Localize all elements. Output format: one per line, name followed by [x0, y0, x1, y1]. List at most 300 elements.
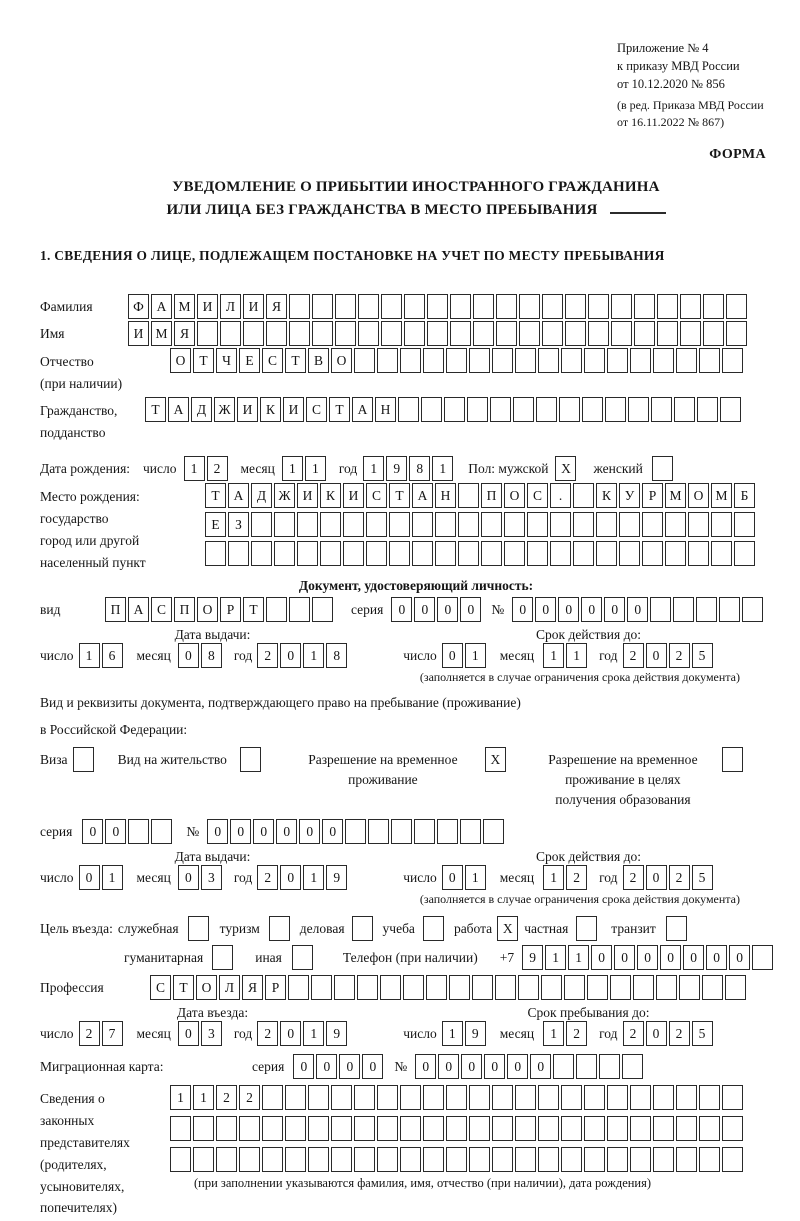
char-cell[interactable]: 1 [303, 643, 324, 668]
char-cell[interactable] [573, 512, 594, 537]
char-cell[interactable]: Т [193, 348, 214, 373]
char-cell[interactable]: Б [734, 483, 755, 508]
char-cell[interactable]: Л [219, 975, 240, 1000]
char-cell[interactable]: 0 [276, 819, 297, 844]
char-cell[interactable] [573, 541, 594, 566]
char-cell[interactable] [220, 321, 241, 346]
char-cell[interactable] [354, 1116, 375, 1141]
char-cell[interactable] [565, 294, 586, 319]
char-cell[interactable] [312, 294, 333, 319]
char-cell[interactable] [680, 321, 701, 346]
char-cell[interactable]: Т [145, 397, 166, 422]
char-cell[interactable]: 2 [216, 1085, 237, 1110]
char-cell[interactable] [285, 1147, 306, 1172]
char-cell[interactable] [650, 597, 671, 622]
char-cell[interactable]: Я [242, 975, 263, 1000]
char-cell[interactable]: У [619, 483, 640, 508]
char-cell[interactable] [538, 1116, 559, 1141]
char-cell[interactable] [611, 294, 632, 319]
char-cell[interactable] [444, 397, 465, 422]
char-cell[interactable] [400, 1147, 421, 1172]
char-cell[interactable] [490, 397, 511, 422]
char-cell[interactable] [421, 397, 442, 422]
char-cell[interactable] [680, 294, 701, 319]
char-cell[interactable] [427, 321, 448, 346]
char-cell[interactable]: 9 [465, 1021, 486, 1046]
char-cell[interactable] [331, 1116, 352, 1141]
char-cell[interactable] [151, 819, 172, 844]
char-cell[interactable]: С [527, 483, 548, 508]
char-cell[interactable]: 7 [102, 1021, 123, 1046]
char-cell[interactable]: О [688, 483, 709, 508]
char-cell[interactable]: 1 [184, 456, 205, 481]
char-cell[interactable] [584, 1085, 605, 1110]
char-cell[interactable]: П [105, 597, 126, 622]
char-cell[interactable]: 0 [660, 945, 681, 970]
char-cell[interactable]: 3 [201, 1021, 222, 1046]
char-cell[interactable]: 0 [178, 643, 199, 668]
char-cell[interactable]: Т [205, 483, 226, 508]
char-cell[interactable] [665, 541, 686, 566]
char-cell[interactable] [496, 294, 517, 319]
char-cell[interactable] [274, 541, 295, 566]
char-cell[interactable]: 0 [729, 945, 750, 970]
char-cell[interactable] [722, 747, 743, 772]
char-cell[interactable] [285, 1085, 306, 1110]
char-cell[interactable] [607, 1116, 628, 1141]
char-cell[interactable]: 0 [558, 597, 579, 622]
char-cell[interactable]: 1 [193, 1085, 214, 1110]
char-cell[interactable] [576, 1054, 597, 1079]
char-cell[interactable]: И [197, 294, 218, 319]
char-cell[interactable] [381, 294, 402, 319]
char-cell[interactable] [722, 1116, 743, 1141]
char-cell[interactable] [576, 916, 597, 941]
char-cell[interactable] [446, 1116, 467, 1141]
char-cell[interactable] [320, 541, 341, 566]
char-cell[interactable] [404, 321, 425, 346]
char-cell[interactable] [423, 916, 444, 941]
char-cell[interactable] [228, 541, 249, 566]
char-cell[interactable] [292, 945, 313, 970]
char-cell[interactable] [274, 512, 295, 537]
char-cell[interactable]: Д [251, 483, 272, 508]
char-cell[interactable] [584, 1147, 605, 1172]
char-cell[interactable] [358, 321, 379, 346]
char-cell[interactable] [676, 1085, 697, 1110]
char-cell[interactable]: 1 [465, 643, 486, 668]
char-cell[interactable] [197, 321, 218, 346]
char-cell[interactable] [380, 975, 401, 1000]
char-cell[interactable] [266, 597, 287, 622]
char-cell[interactable] [688, 541, 709, 566]
char-cell[interactable] [435, 541, 456, 566]
char-cell[interactable]: 2 [566, 1021, 587, 1046]
char-cell[interactable] [676, 348, 697, 373]
char-cell[interactable] [699, 348, 720, 373]
char-cell[interactable] [481, 541, 502, 566]
char-cell[interactable] [561, 1085, 582, 1110]
char-cell[interactable] [605, 397, 626, 422]
char-cell[interactable]: 1 [545, 945, 566, 970]
char-cell[interactable]: 2 [623, 1021, 644, 1046]
char-cell[interactable]: 1 [442, 1021, 463, 1046]
char-cell[interactable]: 2 [257, 1021, 278, 1046]
char-cell[interactable] [619, 541, 640, 566]
char-cell[interactable] [536, 397, 557, 422]
char-cell[interactable] [703, 321, 724, 346]
char-cell[interactable] [308, 1116, 329, 1141]
char-cell[interactable] [495, 975, 516, 1000]
char-cell[interactable] [377, 1085, 398, 1110]
char-cell[interactable] [357, 975, 378, 1000]
char-cell[interactable] [720, 397, 741, 422]
char-cell[interactable] [587, 975, 608, 1000]
char-cell[interactable] [538, 1147, 559, 1172]
char-cell[interactable] [584, 1116, 605, 1141]
char-cell[interactable]: 0 [683, 945, 704, 970]
char-cell[interactable]: 0 [293, 1054, 314, 1079]
char-cell[interactable] [381, 321, 402, 346]
char-cell[interactable]: Я [174, 321, 195, 346]
char-cell[interactable] [481, 512, 502, 537]
char-cell[interactable]: 0 [230, 819, 251, 844]
char-cell[interactable] [354, 1147, 375, 1172]
char-cell[interactable] [334, 975, 355, 1000]
char-cell[interactable]: Т [173, 975, 194, 1000]
char-cell[interactable] [561, 1116, 582, 1141]
char-cell[interactable] [354, 348, 375, 373]
char-cell[interactable]: 0 [706, 945, 727, 970]
char-cell[interactable]: 9 [326, 865, 347, 890]
char-cell[interactable] [742, 597, 763, 622]
char-cell[interactable]: 1 [303, 865, 324, 890]
char-cell[interactable]: 2 [239, 1085, 260, 1110]
char-cell[interactable]: А [412, 483, 433, 508]
char-cell[interactable]: 2 [79, 1021, 100, 1046]
char-cell[interactable] [423, 348, 444, 373]
char-cell[interactable] [335, 294, 356, 319]
char-cell[interactable]: 0 [484, 1054, 505, 1079]
char-cell[interactable] [504, 541, 525, 566]
char-cell[interactable] [377, 1116, 398, 1141]
char-cell[interactable] [288, 975, 309, 1000]
char-cell[interactable] [688, 512, 709, 537]
char-cell[interactable] [634, 294, 655, 319]
char-cell[interactable] [449, 975, 470, 1000]
char-cell[interactable] [469, 348, 490, 373]
char-cell[interactable] [492, 1116, 513, 1141]
char-cell[interactable] [331, 1147, 352, 1172]
char-cell[interactable] [653, 348, 674, 373]
char-cell[interactable]: 1 [282, 456, 303, 481]
char-cell[interactable]: М [174, 294, 195, 319]
char-cell[interactable]: 0 [460, 597, 481, 622]
char-cell[interactable]: 1 [303, 1021, 324, 1046]
char-cell[interactable]: . [550, 483, 571, 508]
char-cell[interactable]: М [711, 483, 732, 508]
char-cell[interactable]: О [331, 348, 352, 373]
char-cell[interactable] [212, 945, 233, 970]
char-cell[interactable] [398, 397, 419, 422]
char-cell[interactable] [657, 321, 678, 346]
char-cell[interactable] [426, 975, 447, 1000]
char-cell[interactable]: С [150, 975, 171, 1000]
char-cell[interactable]: 0 [79, 865, 100, 890]
char-cell[interactable]: 0 [437, 597, 458, 622]
char-cell[interactable]: С [262, 348, 283, 373]
char-cell[interactable] [389, 512, 410, 537]
char-cell[interactable] [262, 1085, 283, 1110]
char-cell[interactable] [343, 541, 364, 566]
char-cell[interactable] [240, 747, 261, 772]
title-blank-line[interactable] [610, 210, 666, 214]
char-cell[interactable]: 0 [646, 865, 667, 890]
char-cell[interactable]: 0 [253, 819, 274, 844]
char-cell[interactable] [657, 294, 678, 319]
char-cell[interactable]: 0 [442, 865, 463, 890]
char-cell[interactable] [412, 512, 433, 537]
char-cell[interactable] [289, 294, 310, 319]
char-cell[interactable] [331, 1085, 352, 1110]
char-cell[interactable]: С [366, 483, 387, 508]
char-cell[interactable] [653, 1147, 674, 1172]
char-cell[interactable]: 0 [604, 597, 625, 622]
char-cell[interactable] [699, 1147, 720, 1172]
char-cell[interactable] [665, 512, 686, 537]
char-cell[interactable]: К [260, 397, 281, 422]
char-cell[interactable] [251, 512, 272, 537]
char-cell[interactable]: А [128, 597, 149, 622]
char-cell[interactable] [377, 1147, 398, 1172]
char-cell[interactable]: 5 [692, 1021, 713, 1046]
char-cell[interactable]: 9 [522, 945, 543, 970]
char-cell[interactable] [423, 1147, 444, 1172]
char-cell[interactable] [565, 321, 586, 346]
char-cell[interactable] [403, 975, 424, 1000]
char-cell[interactable]: 1 [543, 643, 564, 668]
char-cell[interactable] [703, 294, 724, 319]
char-cell[interactable]: М [151, 321, 172, 346]
char-cell[interactable]: Д [191, 397, 212, 422]
char-cell[interactable]: 0 [207, 819, 228, 844]
char-cell[interactable] [458, 512, 479, 537]
char-cell[interactable] [541, 975, 562, 1000]
char-cell[interactable]: Т [389, 483, 410, 508]
char-cell[interactable] [492, 1147, 513, 1172]
char-cell[interactable]: 1 [170, 1085, 191, 1110]
char-cell[interactable]: 1 [305, 456, 326, 481]
char-cell[interactable] [450, 321, 471, 346]
char-cell[interactable] [550, 541, 571, 566]
char-cell[interactable] [320, 512, 341, 537]
char-cell[interactable]: З [228, 512, 249, 537]
char-cell[interactable]: X [555, 456, 576, 481]
char-cell[interactable]: 0 [178, 1021, 199, 1046]
char-cell[interactable]: 0 [105, 819, 126, 844]
char-cell[interactable] [642, 512, 663, 537]
char-cell[interactable] [469, 1147, 490, 1172]
char-cell[interactable] [289, 597, 310, 622]
char-cell[interactable] [564, 975, 585, 1000]
char-cell[interactable]: Н [435, 483, 456, 508]
char-cell[interactable] [699, 1116, 720, 1141]
char-cell[interactable]: О [170, 348, 191, 373]
char-cell[interactable]: 0 [461, 1054, 482, 1079]
char-cell[interactable] [666, 916, 687, 941]
char-cell[interactable] [630, 1085, 651, 1110]
char-cell[interactable] [269, 916, 290, 941]
char-cell[interactable] [205, 541, 226, 566]
char-cell[interactable]: 0 [322, 819, 343, 844]
char-cell[interactable] [239, 1147, 260, 1172]
char-cell[interactable]: 9 [326, 1021, 347, 1046]
char-cell[interactable] [633, 975, 654, 1000]
char-cell[interactable]: 1 [465, 865, 486, 890]
char-cell[interactable]: 0 [438, 1054, 459, 1079]
char-cell[interactable]: 0 [637, 945, 658, 970]
char-cell[interactable] [515, 1085, 536, 1110]
char-cell[interactable]: А [352, 397, 373, 422]
char-cell[interactable] [653, 1085, 674, 1110]
char-cell[interactable]: 1 [543, 865, 564, 890]
char-cell[interactable]: 0 [512, 597, 533, 622]
char-cell[interactable] [216, 1116, 237, 1141]
char-cell[interactable] [458, 541, 479, 566]
char-cell[interactable] [734, 541, 755, 566]
char-cell[interactable] [343, 512, 364, 537]
char-cell[interactable]: И [297, 483, 318, 508]
char-cell[interactable]: 2 [257, 643, 278, 668]
char-cell[interactable]: 0 [362, 1054, 383, 1079]
char-cell[interactable] [696, 597, 717, 622]
char-cell[interactable]: О [196, 975, 217, 1000]
char-cell[interactable]: Т [285, 348, 306, 373]
char-cell[interactable] [642, 541, 663, 566]
char-cell[interactable]: 0 [530, 1054, 551, 1079]
char-cell[interactable]: И [128, 321, 149, 346]
char-cell[interactable] [582, 397, 603, 422]
char-cell[interactable] [711, 512, 732, 537]
char-cell[interactable]: 2 [566, 865, 587, 890]
char-cell[interactable] [458, 483, 479, 508]
char-cell[interactable]: 0 [391, 597, 412, 622]
char-cell[interactable] [622, 1054, 643, 1079]
char-cell[interactable]: 1 [102, 865, 123, 890]
char-cell[interactable]: 1 [568, 945, 589, 970]
char-cell[interactable] [553, 1054, 574, 1079]
char-cell[interactable]: 2 [623, 643, 644, 668]
char-cell[interactable] [312, 321, 333, 346]
char-cell[interactable] [752, 945, 773, 970]
char-cell[interactable]: 6 [102, 643, 123, 668]
char-cell[interactable]: Р [642, 483, 663, 508]
char-cell[interactable]: 1 [79, 643, 100, 668]
char-cell[interactable] [607, 1085, 628, 1110]
char-cell[interactable] [460, 819, 481, 844]
char-cell[interactable] [630, 1116, 651, 1141]
char-cell[interactable]: Т [243, 597, 264, 622]
char-cell[interactable] [170, 1147, 191, 1172]
char-cell[interactable] [266, 321, 287, 346]
char-cell[interactable] [515, 348, 536, 373]
char-cell[interactable]: 8 [201, 643, 222, 668]
char-cell[interactable] [437, 819, 458, 844]
char-cell[interactable]: 8 [409, 456, 430, 481]
char-cell[interactable]: 2 [669, 1021, 690, 1046]
char-cell[interactable]: 0 [535, 597, 556, 622]
char-cell[interactable] [607, 348, 628, 373]
char-cell[interactable] [492, 1085, 513, 1110]
char-cell[interactable]: 0 [646, 643, 667, 668]
char-cell[interactable] [513, 397, 534, 422]
char-cell[interactable]: 2 [623, 865, 644, 890]
char-cell[interactable]: 0 [581, 597, 602, 622]
char-cell[interactable] [193, 1116, 214, 1141]
char-cell[interactable] [584, 348, 605, 373]
char-cell[interactable] [446, 1085, 467, 1110]
char-cell[interactable] [492, 348, 513, 373]
char-cell[interactable] [188, 916, 209, 941]
char-cell[interactable]: 5 [692, 643, 713, 668]
char-cell[interactable]: И [243, 294, 264, 319]
char-cell[interactable]: П [481, 483, 502, 508]
char-cell[interactable] [607, 1147, 628, 1172]
char-cell[interactable]: 0 [280, 1021, 301, 1046]
char-cell[interactable] [515, 1116, 536, 1141]
char-cell[interactable] [400, 1085, 421, 1110]
char-cell[interactable] [404, 294, 425, 319]
char-cell[interactable]: 0 [627, 597, 648, 622]
char-cell[interactable] [653, 1116, 674, 1141]
char-cell[interactable]: Ф [128, 294, 149, 319]
char-cell[interactable] [285, 1116, 306, 1141]
char-cell[interactable]: X [497, 916, 518, 941]
char-cell[interactable] [599, 1054, 620, 1079]
char-cell[interactable] [308, 1085, 329, 1110]
char-cell[interactable]: Т [329, 397, 350, 422]
char-cell[interactable] [518, 975, 539, 1000]
char-cell[interactable]: 3 [201, 865, 222, 890]
char-cell[interactable]: 0 [339, 1054, 360, 1079]
char-cell[interactable]: 0 [507, 1054, 528, 1079]
char-cell[interactable] [676, 1116, 697, 1141]
char-cell[interactable] [651, 397, 672, 422]
char-cell[interactable] [515, 1147, 536, 1172]
char-cell[interactable]: 0 [280, 643, 301, 668]
char-cell[interactable]: 9 [386, 456, 407, 481]
char-cell[interactable] [519, 294, 540, 319]
char-cell[interactable] [368, 819, 389, 844]
char-cell[interactable] [467, 397, 488, 422]
char-cell[interactable] [496, 321, 517, 346]
char-cell[interactable] [243, 321, 264, 346]
char-cell[interactable]: 0 [280, 865, 301, 890]
char-cell[interactable]: X [485, 747, 506, 772]
char-cell[interactable]: Р [265, 975, 286, 1000]
char-cell[interactable] [472, 975, 493, 1000]
char-cell[interactable]: П [174, 597, 195, 622]
char-cell[interactable] [391, 819, 412, 844]
char-cell[interactable] [311, 975, 332, 1000]
char-cell[interactable] [366, 512, 387, 537]
char-cell[interactable] [611, 321, 632, 346]
char-cell[interactable] [725, 975, 746, 1000]
char-cell[interactable] [308, 1147, 329, 1172]
char-cell[interactable]: 1 [566, 643, 587, 668]
char-cell[interactable] [573, 483, 594, 508]
char-cell[interactable] [676, 1147, 697, 1172]
